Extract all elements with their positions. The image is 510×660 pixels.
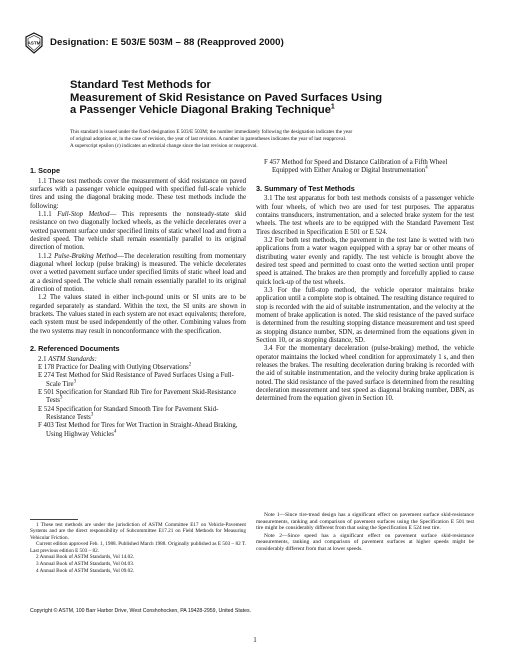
svg-text:ASTM: ASTM [27,40,41,46]
title-line-2: Measurement of Skid Resistance on Paved Surfaces Using [70,91,383,104]
reference-f403: F 403 Test Method for Tires for Wet Traction in Straight-Ahead Braking, Using Highway Vehicles$^4$ [38,422,238,438]
paragraph-3-1: 3.1 The test apparatus for both test methods consists of a passenger vehicle with four wheels, of which two are used for test purposes. The apparatus contains transducers, instrumentation, and a selected brake system for the test wheels. The test wheels are to be equipped with the Standard Pavement Test Tires described in Specification E 501 or E 524. [256,195,474,236]
footnote-3: 3 Annual Book of ASTM Standards, Vol 04.03. [36,561,135,568]
paragraph-1-2: 1.2 The values stated in either inch-pound units or SI units are to be regarded separately as standard. Within the text, the SI units are shown in brackets. The values stated in each system are not exact equivalents; therefore, each system must be used independently of the other. Combining values from the two systems may result in nonconformance with the specification. [30,294,246,335]
note-2: Note 2—Since speed has a significant effect on pavement surface skid-resistance measurements, ranking and comparison of pavement surfaces at higher speeds might be considerably different from that at lower speeds. [256,532,474,552]
right-column [256,159,474,404]
page-number: 1 [253,636,257,644]
title-line-3: a Passenger Vehicle Diagonal Braking Technique$^1$ [70,103,335,117]
section-1-heading: 1. Scope [30,166,61,175]
reference-e524: E 524 Specification for Standard Smooth Tire for Pavement Skid-Resistance Tests$^3$ [38,405,219,421]
paragraph-1-1-1: 1.1.1 Full-Stop Method— This represents the nonsteady-state skid resistance on two diagonally locked wheels, as the vehicle decelerates over a wetted pavement surface under specified limits of static wheel load and from a desired speed. The vehicle shall remain essentially parallel to its original direction of motion. [30,210,247,252]
footnotes [30,522,246,575]
left-column [30,166,246,439]
section-2-heading: 2. Referenced Documents [30,344,120,354]
footnote-1-edition: Current edition approved Feb. 1, 1988. Published March 1988. Originally published as E 503 – 82 T. Last previous edition E 503 – 82. [30,541,246,554]
footnote-4: 4 Annual Book of ASTM Standards, Vol 09.02. [36,568,135,575]
paragraph-1-1-2: 1.1.2 Pulse-Braking Method—The deceleration resulting from momentary diagonal wheel lockup (pulse braking) is measured. The vehicle decelerates over a wetted pavement surface under specified limits of static wheel load and at a desired speed. The vehicle shall remain essentially parallel to its original direction of motion. [30,252,246,293]
reference-e501: E 501 Specification for Standard Rib Tire for Pavement Skid-Resistance Tests$^3$ [38,388,237,405]
reference-e274: E 274 Test Method for Skid Resistance of Paved Surfaces Using a Full-Scale Tire$^3$ [38,372,234,388]
reference-f457: F 457 Method for Speed and Distance Calibration of a Fifth Wheel Equipped with Either Analog or Digital Instrumentation$^4$ [264,159,448,175]
standard-notice: This standard is issued under the fixed designation E 503/E 503M; the number immediately following the designation indicates the year of original adoption or, in the case of revision, the year of last revision. A number in parentheses indicates the year of last reapproval. A superscript epsilon (ε) indicates an editorial change since the last revision or reapproval. [70,129,353,149]
notes [256,512,474,554]
footnote-2: 2 Annual Book of ASTM Standards, Vol 14.02. [36,554,135,561]
copyright-line: Copyright © ASTM, 100 Barr Harbor Drive, West Conshohocken, PA 19428-2959, United States. [30,608,252,614]
paragraph-1-1: 1.1 These test methods cover the measurement of skid resistance on paved surfaces with a passenger vehicle equipped with specified full-scale vehicle tires and using the diagonal braking mode. These test methods include the following: [30,177,246,210]
note-1: Note 1—Since tire-tread design has a significant effect on pavement surface skid-resistance measurements, ranking and comparison of pavement surfaces using the Specification E 501 test tire might be considerably different from that using the Specification E 524 test tire. [256,512,474,532]
reference-e178: E 178 Practice for Dealing with Outlying Observations$^2$ [38,362,192,371]
paragraph-3-3: 3.3 For the full-stop method, the vehicle operator maintains brake application until a complete stop is obtained. The resulting distance required to stop is recorded with the aid of suitable instrumentation, and the velocity at the moment of brake application is noted. The skid resistance of the paved surface is determined from the resulting stopping distance measurement and test speed as stopping distance number, SDN, as determined from the equations given in Section 10, or as stopping distance, SD. [256,286,474,345]
astm-logo-icon [24,32,44,54]
designation: Designation: E 503/E 503M – 88 (Reapproved 2000) [50,37,284,48]
paragraph-3-2: 3.2 For both test methods, the pavement in the test lane is wetted with two applications from a water wagon equipped with a spray bar or other means of distributing water evenly and rapidly. The test vehicle is brought above the desired test speed and permitted to coast onto the wetted section until proper speed is attained. The brakes are then promptly and forcefully applied to cause quick lock-up of the test wheels. [256,236,474,286]
footnote-1: 1 These test methods are under the jurisdiction of ASTM Committee E17 on Vehicle-Pavement Systems and are the direct responsibility of Subcommittee E17.21 on Field Methods for Measuring Vehicular Friction. [30,522,246,541]
paragraph-2-1: 2.1 ASTM Standards: [38,355,97,363]
footnote-rule [30,519,78,520]
section-3-heading: 3. Summary of Test Methods [256,183,355,193]
title-line-1: Standard Test Methods for [70,79,211,91]
document-title [70,79,460,117]
paragraph-3-4: 3.4 For the momentary deceleration (pulse-braking) method, the vehicle operator maintains the locked wheel condition for approximately 1 s, and then releases the brakes. The resulting deceleration during braking is recorded with the aid of suitable instrumentation, and the velocity during brake application is noted. The skid resistance of the paved surface is determined from the resulting deceleration measurement and test speed as diagonal braking number, DBN, as determined from the equation given in Section 10. [256,345,474,403]
